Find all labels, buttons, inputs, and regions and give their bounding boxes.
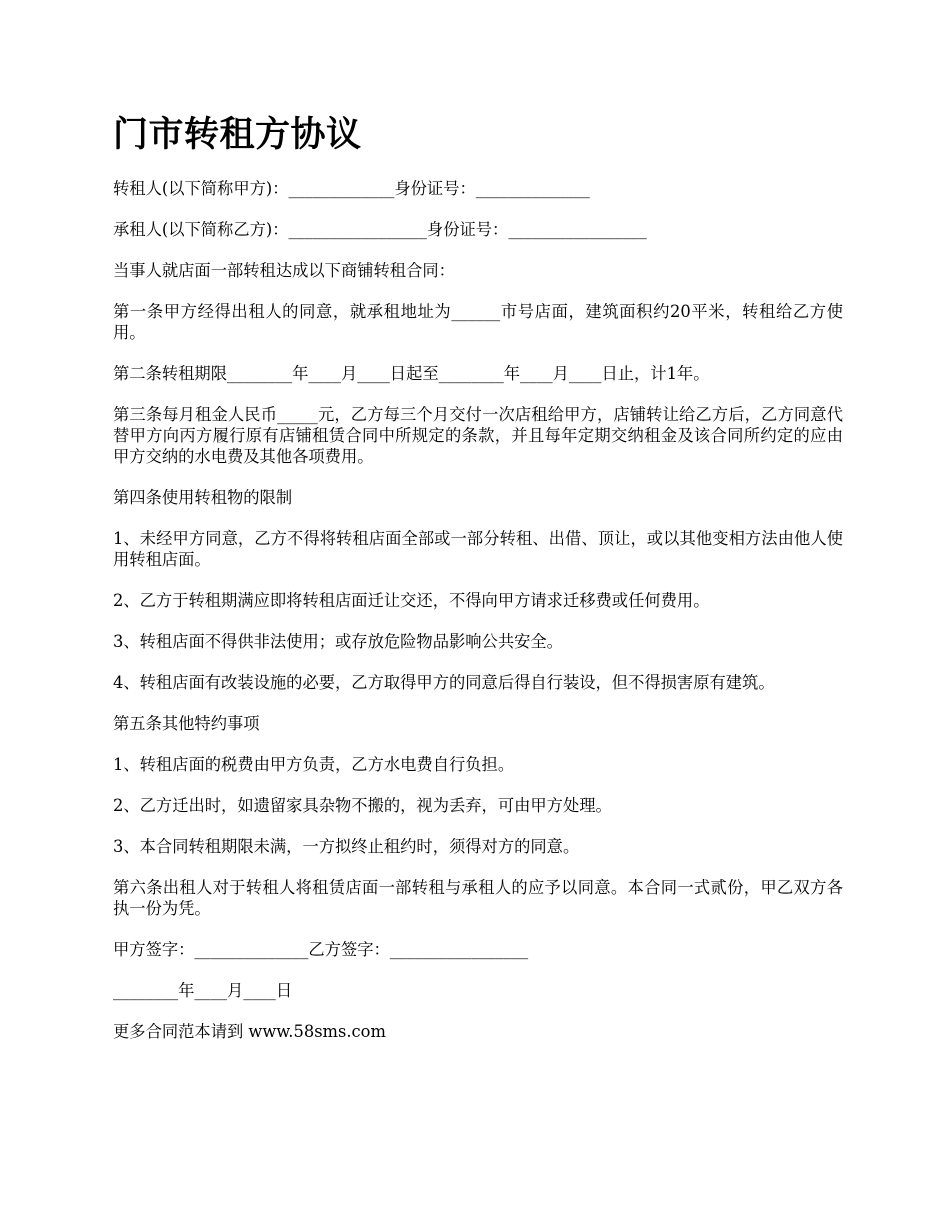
article-4-item-4: 4、转租店面有改装设施的必要，乙方取得甲方的同意后得自行装设，但不得损害原有建筑。 — [113, 673, 775, 692]
party-b-line: 承租人(以下简称乙方)：_________________身份证号：_________________ — [113, 220, 647, 239]
article-2: 第二条转租期限________年____月____日起至________年____月____日止，计1年。 — [113, 364, 710, 383]
document-page — [113, 112, 843, 1062]
article-5-item-2: 2、乙方迁出时，如遗留家具杂物不搬的，视为丢弃，可由甲方处理。 — [113, 796, 612, 815]
signature-line: 甲方签字：______________乙方签字：_________________ — [113, 940, 529, 959]
article-6: 第六条出租人对于转租人将租赁店面一部转租与承租人的应予以同意。本合同一式贰份，甲乙双方各执一份为凭。 — [113, 878, 843, 918]
article-5-item-1: 1、转租店面的税费由甲方负责，乙方水电费自行负担。 — [113, 755, 515, 774]
footer-note: 更多合同范本请到 www.58sms.com — [113, 1022, 386, 1041]
article-5-heading: 第五条其他特约事项 — [113, 714, 260, 733]
article-1: 第一条甲方经得出租人的同意，就承租地址为______市号店面，建筑面积约20平米，转租给乙方使用。 — [113, 302, 843, 342]
article-4-item-2: 2、乙方于转租期满应即将转租店面迁让交还，不得向甲方请求迁移费或任何费用。 — [113, 591, 710, 610]
article-5-item-3: 3、本合同转租期限未满，一方拟终止租约时，须得对方的同意。 — [113, 837, 580, 856]
article-4-item-3: 3、转租店面不得供非法使用；或存放危险物品影响公共安全。 — [113, 632, 563, 651]
article-4-heading: 第四条使用转租物的限制 — [113, 488, 293, 507]
article-4-item-1: 1、未经甲方同意，乙方不得将转租店面全部或一部分转租、出借、顶让，或以其他变相方法由他人使用转租店面。 — [113, 529, 843, 569]
date-line: ________年____月____日 — [113, 981, 293, 1000]
intro-paragraph: 当事人就店面一部转租达成以下商铺转租合同： — [113, 261, 455, 280]
party-a-line: 转租人(以下简称甲方)：_____________身份证号：______________ — [113, 179, 590, 198]
article-3: 第三条每月租金人民币_____元，乙方每三个月交付一次店租给甲方，店铺转让给乙方后，乙方同意代替甲方向丙方履行原有店铺租赁合同中所规定的条款，并且每年定期交纳租金及该合同所约定的应由甲方交纳的水电费及其他各项费用。 — [113, 405, 843, 466]
document-title: 门市转租方协议 — [113, 115, 362, 155]
